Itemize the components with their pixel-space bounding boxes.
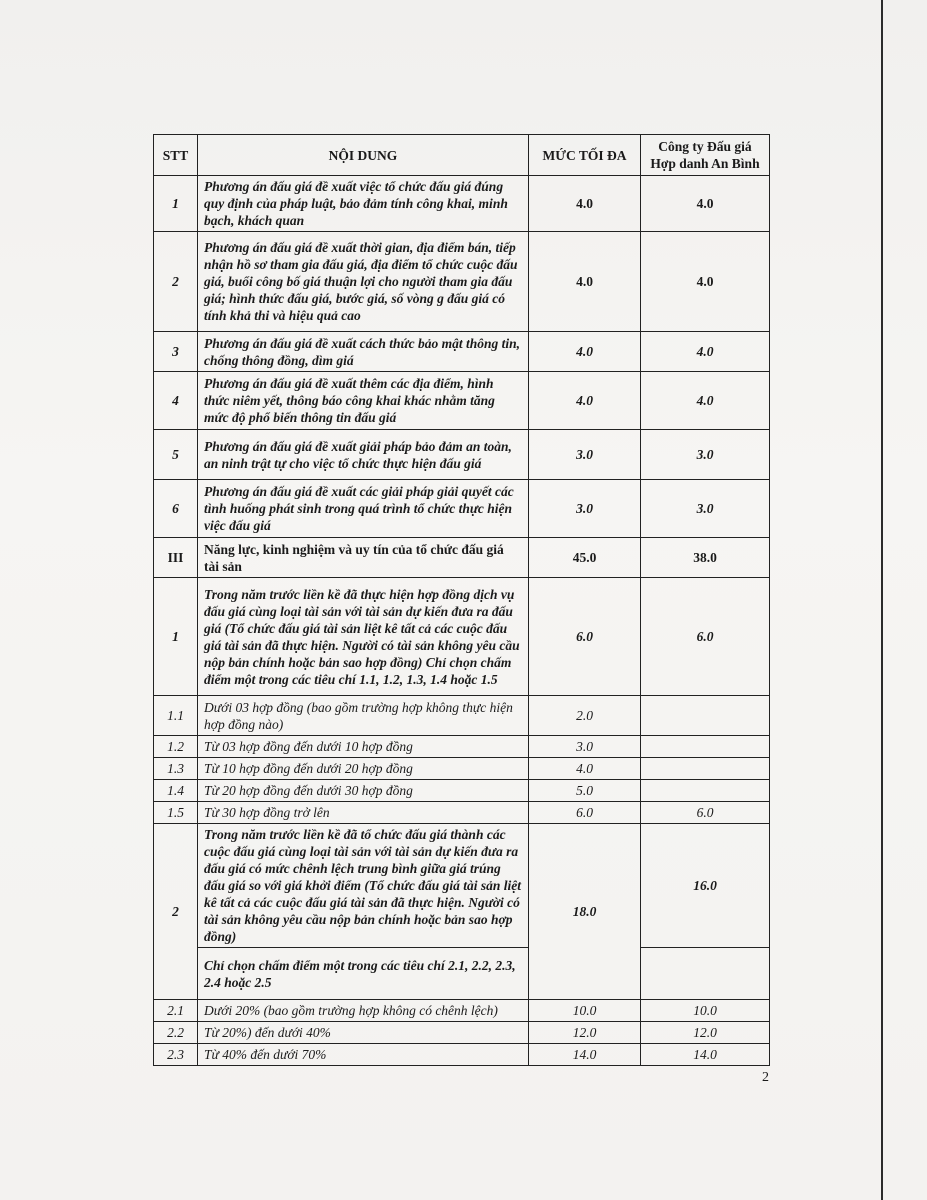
row-content: Phương án đấu giá đề xuất thêm các địa điểm, hình thức niêm yết, thông báo công khai khác nhằm tăng mức độ phổ biến thông tin đấu giá <box>198 372 529 430</box>
table-row <box>154 372 770 430</box>
row-score: 3.0 <box>641 480 770 538</box>
row-content: Từ 20%) đến dưới 40% <box>198 1022 529 1044</box>
row-stt: 1 <box>154 176 198 232</box>
row-score: 4.0 <box>641 232 770 332</box>
table-row <box>154 538 770 578</box>
table-row <box>154 176 770 232</box>
page-edge-line <box>881 0 883 1200</box>
table-row <box>154 480 770 538</box>
row-max: 18.0 <box>529 824 641 1000</box>
table-row <box>154 736 770 758</box>
table-row <box>154 1044 770 1066</box>
row-content: Từ 03 hợp đồng đến dưới 10 hợp đồng <box>198 736 529 758</box>
row-max: 5.0 <box>529 780 641 802</box>
row-score: 16.0 <box>641 824 770 948</box>
row-score: 4.0 <box>641 332 770 372</box>
table-header-row <box>154 135 770 176</box>
table-row <box>154 232 770 332</box>
table-row <box>154 696 770 736</box>
row-content: Từ 10 hợp đồng đến dưới 20 hợp đồng <box>198 758 529 780</box>
row-max: 2.0 <box>529 696 641 736</box>
row-score: 6.0 <box>641 578 770 696</box>
row-stt: 6 <box>154 480 198 538</box>
scoring-table <box>153 134 770 1066</box>
table-row <box>154 824 770 948</box>
row-content-note: Chỉ chọn chấm điểm một trong các tiêu chí 2.1, 2.2, 2.3, 2.4 hoặc 2.5 <box>198 948 529 1000</box>
row-score <box>641 780 770 802</box>
row-stt: 5 <box>154 430 198 480</box>
table-row <box>154 1022 770 1044</box>
table-row <box>154 332 770 372</box>
row-max: 10.0 <box>529 1000 641 1022</box>
row-max: 3.0 <box>529 480 641 538</box>
row-score-empty <box>641 948 770 1000</box>
row-content: Phương án đấu giá đề xuất giải pháp bảo đảm an toàn, an ninh trật tự cho việc tổ chức thực hiện đấu giá <box>198 430 529 480</box>
row-max: 4.0 <box>529 332 641 372</box>
row-max: 14.0 <box>529 1044 641 1066</box>
row-content: Từ 40% đến dưới 70% <box>198 1044 529 1066</box>
row-stt: 2.3 <box>154 1044 198 1066</box>
table-row <box>154 430 770 480</box>
row-content: Phương án đấu giá đề xuất thời gian, địa điểm bán, tiếp nhận hồ sơ tham gia đấu giá, địa điểm tổ chức cuộc đấu giá, buổi công bố giá thuận lợi cho người tham gia đấu giá; hình thức đấu giá, bước giá, số vòng g đấu giá có tính khả thi và hiệu quả cao <box>198 232 529 332</box>
row-content: Năng lực, kinh nghiệm và uy tín của tổ chức đấu giá tài sản <box>198 538 529 578</box>
row-stt: III <box>154 538 198 578</box>
row-stt: 1 <box>154 578 198 696</box>
row-max: 45.0 <box>529 538 641 578</box>
row-max: 3.0 <box>529 430 641 480</box>
row-stt: 1.2 <box>154 736 198 758</box>
row-stt: 2.1 <box>154 1000 198 1022</box>
row-stt: 2.2 <box>154 1022 198 1044</box>
header-content: NỘI DUNG <box>198 135 529 176</box>
table-row <box>154 780 770 802</box>
row-content: Phương án đấu giá đề xuất các giải pháp giải quyết các tình huống phát sinh trong quá trình tổ chức thực hiện việc đấu giá <box>198 480 529 538</box>
row-stt: 2 <box>154 232 198 332</box>
row-max: 4.0 <box>529 758 641 780</box>
row-stt: 1.1 <box>154 696 198 736</box>
row-score <box>641 758 770 780</box>
row-content: Từ 20 hợp đồng đến dưới 30 hợp đồng <box>198 780 529 802</box>
row-score: 10.0 <box>641 1000 770 1022</box>
row-stt: 1.3 <box>154 758 198 780</box>
row-score: 38.0 <box>641 538 770 578</box>
row-score: 4.0 <box>641 176 770 232</box>
row-stt: 3 <box>154 332 198 372</box>
table-row <box>154 758 770 780</box>
row-content: Phương án đấu giá đề xuất việc tổ chức đấu giá đúng quy định của pháp luật, bảo đảm tính công khai, minh bạch, khách quan <box>198 176 529 232</box>
row-max: 4.0 <box>529 232 641 332</box>
row-score: 12.0 <box>641 1022 770 1044</box>
table-row <box>154 948 770 1000</box>
row-stt: 1.5 <box>154 802 198 824</box>
row-score: 3.0 <box>641 430 770 480</box>
row-max: 6.0 <box>529 802 641 824</box>
row-max: 6.0 <box>529 578 641 696</box>
row-content: Phương án đấu giá đề xuất cách thức bảo mật thông tin, chống thông đồng, dìm giá <box>198 332 529 372</box>
page-number: 2 <box>762 1070 769 1085</box>
header-max: MỨC TỐI ĐA <box>529 135 641 176</box>
row-stt: 1.4 <box>154 780 198 802</box>
row-stt: 4 <box>154 372 198 430</box>
row-stt: 2 <box>154 824 198 1000</box>
row-content: Trong năm trước liền kề đã thực hiện hợp đồng dịch vụ đấu giá cùng loại tài sản với tài sản dự kiến đưa ra đấu giá (Tổ chức đấu giá tài sản liệt kê tất cả các cuộc đấu giá tài sản đã thực hiện. Người có tài sản không yêu cầu nộp bản chính hoặc bản sao hợp đồng) Chỉ chọn chấm điểm một trong các tiêu chí 1.1, 1.2, 1.3, 1.4 hoặc 1.5 <box>198 578 529 696</box>
table-row <box>154 802 770 824</box>
row-score: 6.0 <box>641 802 770 824</box>
header-company: Công ty Đấu giá Hợp danh An Bình <box>641 135 770 176</box>
row-max: 12.0 <box>529 1022 641 1044</box>
row-content: Từ 30 hợp đồng trở lên <box>198 802 529 824</box>
header-stt: STT <box>154 135 198 176</box>
table-row <box>154 1000 770 1022</box>
row-score <box>641 736 770 758</box>
row-max: 4.0 <box>529 372 641 430</box>
row-content: Dưới 03 hợp đồng (bao gồm trường hợp không thực hiện hợp đồng nào) <box>198 696 529 736</box>
row-score: 14.0 <box>641 1044 770 1066</box>
row-max: 3.0 <box>529 736 641 758</box>
row-content: Trong năm trước liền kề đã tổ chức đấu giá thành các cuộc đấu giá cùng loại tài sản với tài sản dự kiến đưa ra đấu giá có mức chênh lệch trung bình giữa giá trúng đấu giá so với giá khởi điểm (Tổ chức đấu giá tài sản liệt kê tất cả các cuộc đấu giá tài sản đã thực hiện. Người có tài sản không yêu cầu nộp bản chính hoặc bản sao hợp đồng) <box>198 824 529 948</box>
row-max: 4.0 <box>529 176 641 232</box>
row-content: Dưới 20% (bao gồm trường hợp không có chênh lệch) <box>198 1000 529 1022</box>
row-score <box>641 696 770 736</box>
row-score: 4.0 <box>641 372 770 430</box>
table-row <box>154 578 770 696</box>
